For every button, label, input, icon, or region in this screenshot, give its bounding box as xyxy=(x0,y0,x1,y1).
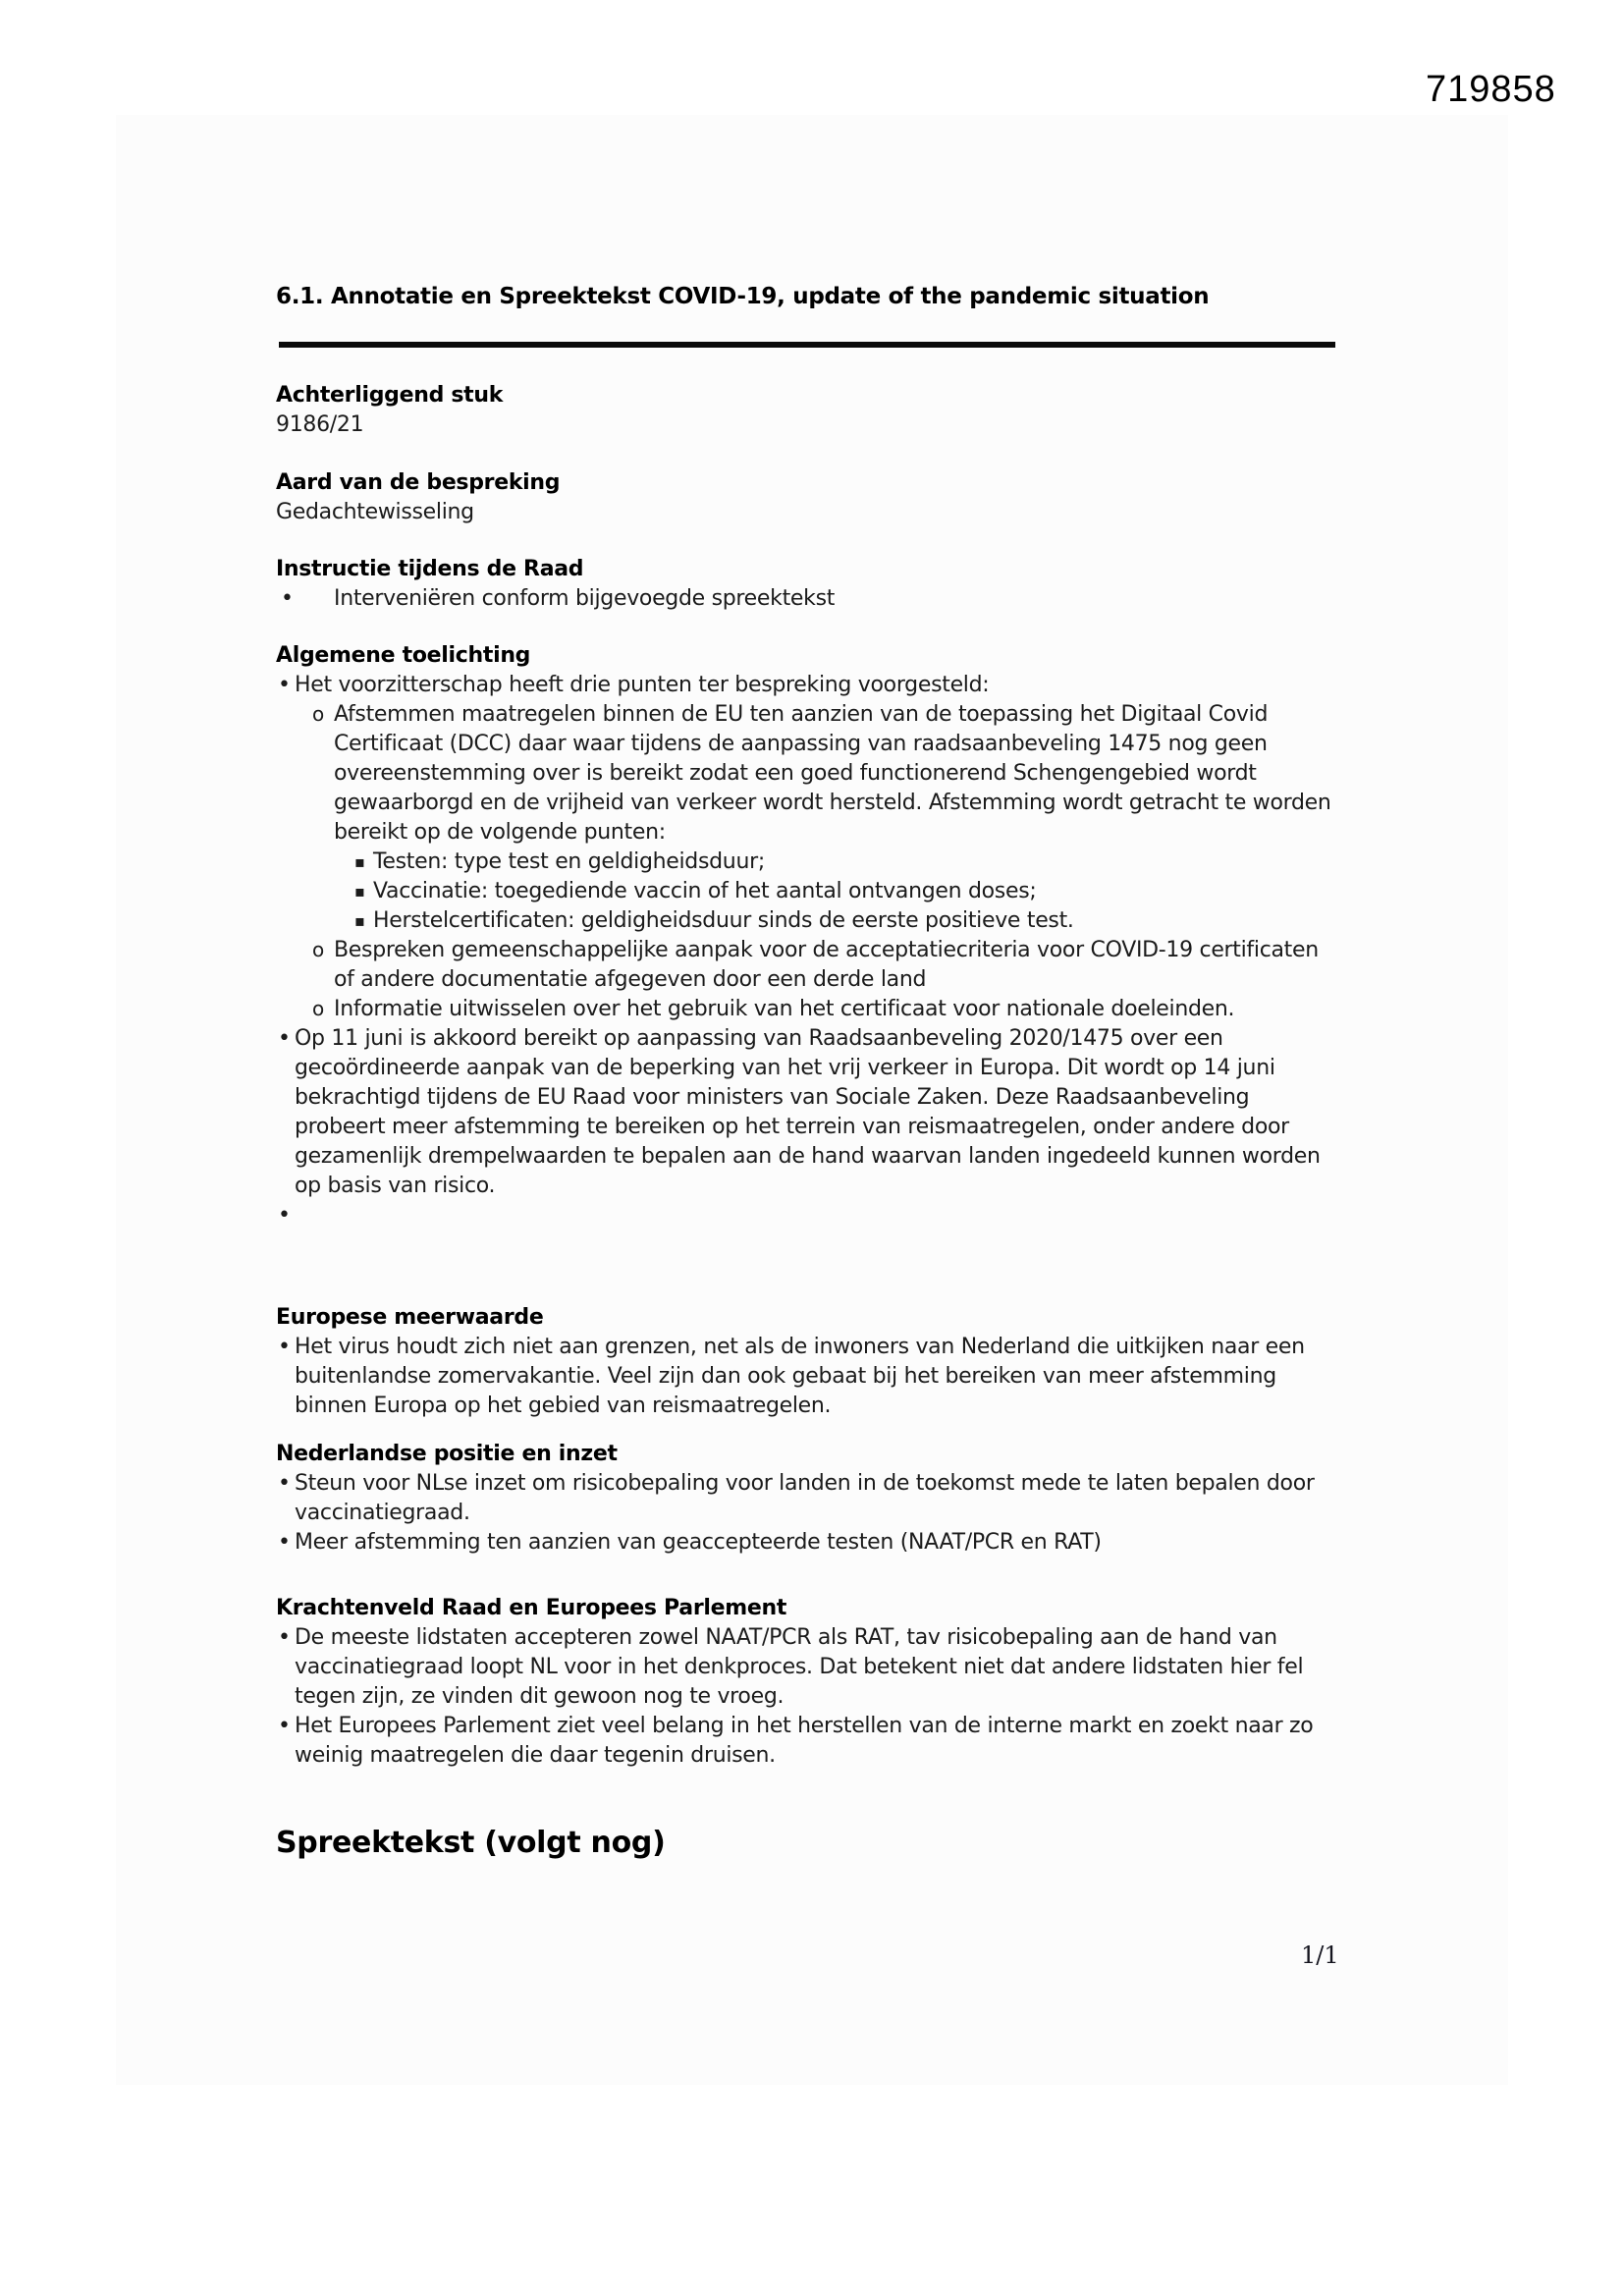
list-item: • Op 11 juni is akkoord bereikt op aanpassing van Raadsaanbeveling 2020/1475 over een gecoördineerde aanpak van de beperking van het vrij verkeer in Europa. Dit wordt op 14 juni bekrachtigd tijdens de EU Raad voor ministers van Sociale Zaken. Deze Raadsaanbeveling probeert meer afstemming te bereiken op het terrein van reismaatregelen, onder andere door gezamenlijk drempelwaarden te bepalen aan de hand waarvan landen ingedeeld kunnen worden op basis van risico. xyxy=(276,1024,1339,1201)
section-body: Gedachtewisseling xyxy=(276,500,474,524)
list-item: ▪ Herstelcertificaten: geldigheidsduur sinds de eerste positieve test. xyxy=(334,906,1339,936)
section-instructie-tijdens-de-raad xyxy=(276,555,1339,614)
bullet-list xyxy=(276,1623,1339,1771)
document-page xyxy=(116,115,1508,2085)
list-item: o Afstemmen maatregelen binnen de EU ten aanzien van de toepassing het Digitaal Covid Certificaat (DCC) daar waar tijdens de aanpassing van raadsaanbeveling 1475 nog geen overeenstemming over is bereikt zodat een goed functionerend Schengengebied wordt gewaarborgd en de vrijheid van verkeer wordt hersteld. Afstemming wordt getracht te worden bereikt op de volgende punten: ▪ Testen: type test en geldigheidsduur; ▪ Vaccinatie: toegediende vaccin of het aantal ontvangen doses; ▪ Herstelcertificaten: geldigheidsduur sinds de eerste positieve test. xyxy=(295,700,1339,936)
title-divider xyxy=(279,342,1335,348)
list-item: ▪ Testen: type test en geldigheidsduur; xyxy=(334,847,1339,877)
document-title: 6.1. Annotatie en Spreektekst COVID-19, update of the pandemic situation xyxy=(276,284,1210,309)
list-item: • De meeste lidstaten accepteren zowel NAAT/PCR als RAT, tav risicobepaling aan de hand van vaccinatiegraad loopt NL voor in het denkproces. Dat betekent niet dat andere lidstaten hier fel tegen zijn, ze vinden dit gewoon nog te vroeg. xyxy=(276,1623,1339,1712)
section-heading: Krachtenveld Raad en Europees Parlement xyxy=(276,1596,787,1620)
list-item: • Het virus houdt zich niet aan grenzen, net als de inwoners van Nederland die uitkijken naar een buitenlandse zomervakantie. Veel zijn dan ook gebaat bij het bereiken van meer afstemming binnen Europa op het gebied van reismaatregelen. xyxy=(276,1333,1339,1421)
section-algemene-toelichting xyxy=(276,641,1339,1201)
section-aard-van-de-bespreking xyxy=(276,468,1339,527)
section-heading: Europese meerwaarde xyxy=(276,1305,544,1330)
section-nederlandse-positie-en-inzet xyxy=(276,1440,1339,1558)
bullet-list xyxy=(276,1333,1339,1421)
sub-bullet-list xyxy=(295,700,1339,1024)
section-achterliggend-stuk xyxy=(276,381,1339,440)
section-heading: Instructie tijdens de Raad xyxy=(276,557,584,581)
list-item: • Meer afstemming ten aanzien van geaccepteerde testen (NAAT/PCR en RAT) xyxy=(276,1528,1339,1558)
sub-sub-bullet-list xyxy=(334,847,1339,936)
list-item: • Steun voor NLse inzet om risicobepaling voor landen in de toekomst mede te laten bepalen door vaccinatiegraad. xyxy=(276,1469,1339,1528)
spreektekst-heading: Spreektekst (volgt nog) xyxy=(276,1826,666,1860)
list-item: • Het voorzitterschap heeft drie punten ter bespreking voorgesteld: o Afstemmen maatregelen binnen de EU ten aanzien van de toepassing het Digitaal Covid Certificaat (DCC) daar waar tijdens de aanpassing van raadsaanbeveling 1475 nog geen overeenstemming over is bereikt zodat een goed functionerend Schengengebied wordt gewaarborgd en de vrijheid van verkeer wordt hersteld. Afstemming wordt getracht te worden bereikt op de volgende punten: ▪ Testen: type test en geldigheidsduur; ▪ Vaccinatie: toegediende vaccin of het aantal ontvangen doses; ▪ Herstelcertificaten: geldigheidsduur sinds de eerste positieve test. o Bespreken gemeenschappelijke aanpak voor de acceptatiecriteria voor COVID-19 certificaten of andere documentatie afgegeven door een derde land o Informatie uitwisselen over het gebruik van het certificaat voor nationale doeleinden. xyxy=(276,671,1339,1024)
section-heading: Aard van de bespreking xyxy=(276,470,561,495)
list-item: • Interveniëren conform bijgevoegde spreektekst xyxy=(276,584,1339,614)
bullet-list xyxy=(276,1469,1339,1558)
list-item: o Bespreken gemeenschappelijke aanpak voor de acceptatiecriteria voor COVID-19 certificaten of andere documentatie afgegeven door een derde land xyxy=(295,936,1339,995)
bullet-list xyxy=(276,671,1339,1201)
section-heading: Nederlandse positie en inzet xyxy=(276,1442,618,1466)
section-heading: Achterliggend stuk xyxy=(276,383,504,408)
list-item: ▪ Vaccinatie: toegediende vaccin of het aantal ontvangen doses; xyxy=(334,877,1339,906)
page-number: 1/1 xyxy=(1301,1941,1339,1969)
section-europese-meerwaarde xyxy=(276,1303,1339,1421)
list-item: o Informatie uitwisselen over het gebruik van het certificaat voor nationale doeleinden. xyxy=(295,995,1339,1024)
document-id-stamp: 719858 xyxy=(1426,69,1556,110)
bullet-list xyxy=(276,584,1339,614)
section-krachtenveld-raad-en-europees-parlement xyxy=(276,1594,1339,1771)
section-body: 9186/21 xyxy=(276,412,364,437)
section-heading: Algemene toelichting xyxy=(276,643,531,668)
list-item: • Het Europees Parlement ziet veel belang in het herstellen van de interne markt en zoekt naar zo weinig maatregelen die daar tegenin druisen. xyxy=(276,1712,1339,1771)
